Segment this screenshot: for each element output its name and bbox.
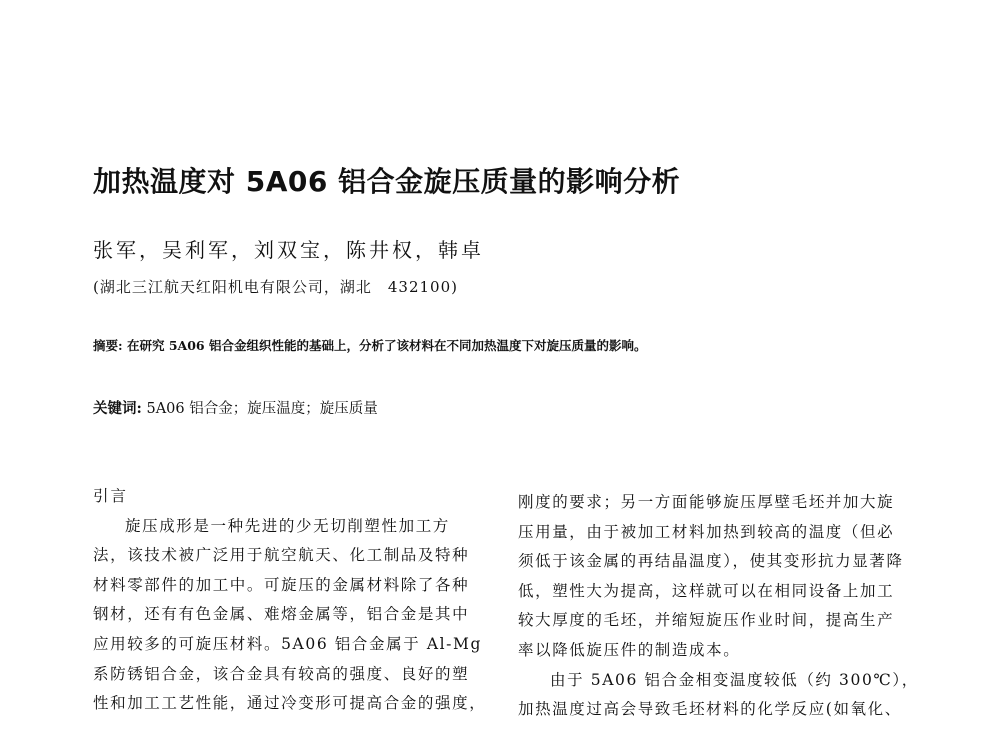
section-heading: 引言: [93, 487, 129, 505]
body-line: 法，该技术被广泛用于航空航天、化工制品及特种: [93, 546, 470, 565]
paper-title: 加热温度对 5A06 铝合金旋压质量的影响分析: [93, 165, 681, 198]
body-line: 钢材，还有有色金属、难熔金属等，铝合金是其中: [93, 605, 470, 624]
affiliation: (湖北三江航天红阳机电有限公司，湖北 432100): [93, 278, 458, 296]
body-line: 加热温度过高会导致毛坯材料的化学反应(如氧化、: [518, 700, 902, 719]
body-line: 旋压成形是一种先进的少无切削塑性加工方: [125, 516, 450, 535]
keywords-text: 5A06 铝合金；旋压温度；旋压质量: [146, 401, 378, 417]
abstract-text: 在研究 5A06 铝合金组织性能的基础上，分析了该材料在不同加热温度下对旋压质量的影响。: [126, 338, 647, 353]
body-line: 低，塑性大为提高，这样就可以在相同设备上加工: [518, 581, 895, 600]
left-column: [93, 482, 493, 719]
body-line: 刚度的要求；另一方面能够旋压厚壁毛坯并加大旋: [518, 493, 895, 511]
right-column: [518, 488, 918, 725]
keywords-label: 关键词:: [93, 400, 142, 417]
abstract-label: 摘要:: [93, 338, 123, 353]
body-line: 压用量，由于被加工材料加热到较高的温度（但必: [518, 522, 895, 541]
body-line: 须低于该金属的再结晶温度），使其变形抗力显著降: [518, 552, 904, 571]
abstract: [93, 336, 646, 354]
body-line: 由于 5A06 铝合金相变温度较低（约 300℃），: [550, 670, 919, 689]
body-line: 率以降低旋压件的制造成本。: [518, 640, 741, 659]
body-line: 较大厚度的毛坯，并缩短旋压作业时间，提高生产: [518, 611, 895, 630]
keywords: [93, 397, 378, 418]
body-line: 性和加工工艺性能，通过冷变形可提高合金的强度，: [93, 694, 487, 713]
author-list: 张军，吴利军，刘双宝，陈井权，韩卓: [93, 238, 484, 262]
body-line: 应用较多的可旋压材料。5A06 铝合金属于 Al-Mg: [93, 634, 483, 653]
body-line: 材料零部件的加工中。可旋压的金属材料除了各种: [93, 575, 470, 594]
body-line: 系防锈铝合金，该合金具有较高的强度、良好的塑: [93, 664, 470, 683]
